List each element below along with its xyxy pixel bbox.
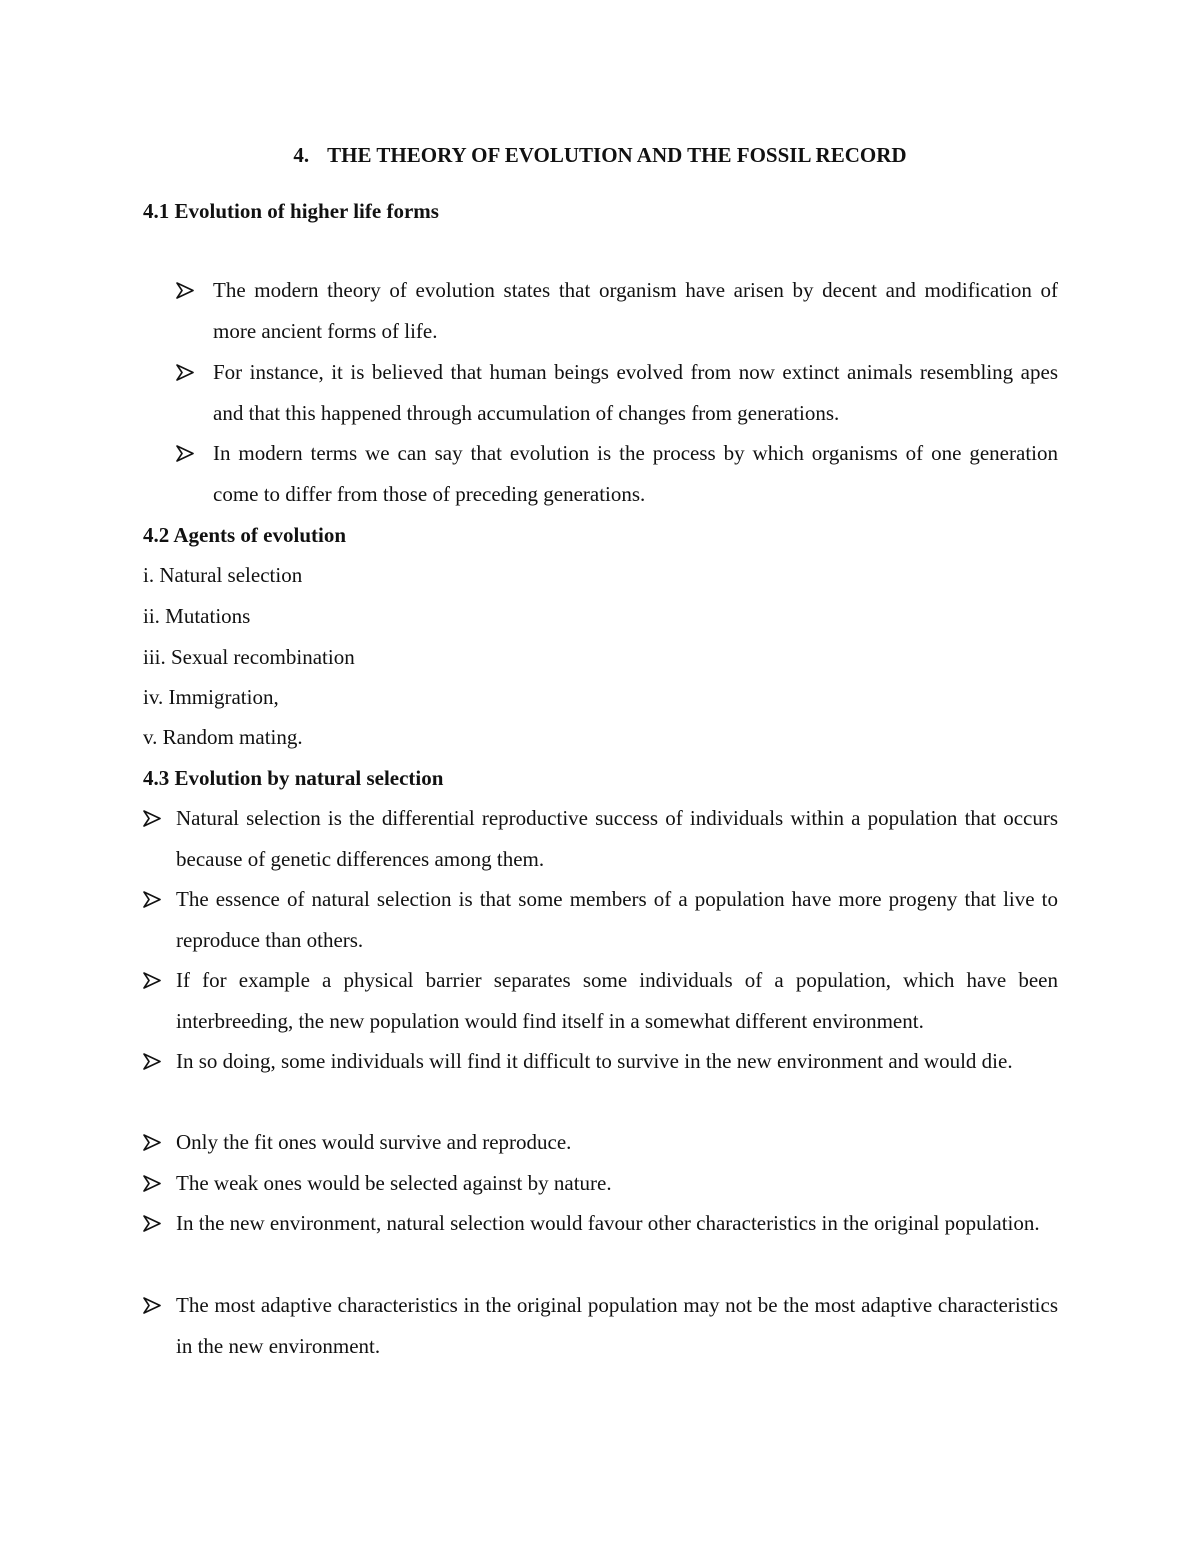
arrow-bullet-icon — [143, 879, 164, 920]
arrow-bullet-icon — [143, 1163, 164, 1204]
section-heading-4-1: 4.1 Evolution of higher life forms — [143, 199, 439, 223]
agent-item: iii. Sexual recombination — [143, 645, 355, 669]
arrow-bullet-icon — [143, 1041, 164, 1082]
arrow-bullet-icon — [143, 798, 164, 839]
bullet-text: For instance, it is believed that human beings evolved from now extinct animals resembling apes and that this happened through accumulation of changes from generations. — [213, 360, 1058, 425]
arrow-bullet-icon — [176, 270, 197, 311]
arrow-bullet-icon — [176, 352, 197, 393]
arrow-bullet-icon — [143, 1203, 164, 1244]
arrow-bullet-icon — [176, 433, 197, 474]
list-item — [176, 433, 1058, 515]
list-item — [143, 1163, 1058, 1204]
list-item — [143, 798, 1058, 880]
section-heading-4-2: 4.2 Agents of evolution — [143, 523, 347, 547]
bullet-text: In the new environment, natural selection would favour other characteristics in the original population. — [176, 1211, 1040, 1235]
bullet-text: The weak ones would be selected against by nature. — [176, 1171, 612, 1195]
list-item — [143, 879, 1058, 961]
bullet-text: The essence of natural selection is that some members of a population have more progeny that live to reproduce than others. — [176, 887, 1058, 952]
arrow-bullet-icon — [143, 1122, 164, 1163]
arrow-bullet-icon — [143, 960, 164, 1001]
agent-item: iv. Immigration, — [143, 685, 279, 709]
list-item — [143, 1041, 1058, 1082]
bullet-text: In modern terms we can say that evolution is the process by which organisms of one generation come to differ from those of preceding generations. — [213, 441, 1058, 506]
list-item — [143, 1285, 1058, 1367]
list-item — [143, 960, 1058, 1042]
arrow-bullet-icon — [143, 1285, 164, 1326]
bullet-text: If for example a physical barrier separates some individuals of a population, which have been interbreeding, the new population would find itself in a somewhat different environment. — [176, 968, 1058, 1033]
bullet-text: Only the fit ones would survive and reproduce. — [176, 1130, 572, 1154]
agent-item: ii. Mutations — [143, 604, 251, 628]
chapter-title — [0, 140, 1200, 170]
bullet-text: The most adaptive characteristics in the original population may not be the most adaptive characteristics in the new environment. — [176, 1293, 1058, 1358]
bullet-text: The modern theory of evolution states that organism have arisen by decent and modification of more ancient forms of life. — [213, 278, 1058, 343]
chapter-number: 4. — [293, 143, 310, 167]
section-heading-4-3: 4.3 Evolution by natural selection — [143, 766, 444, 790]
agent-item: i. Natural selection — [143, 563, 303, 587]
list-item — [143, 1203, 1058, 1244]
list-item — [176, 270, 1058, 352]
list-item — [176, 352, 1058, 434]
bullet-text: In so doing, some individuals will find it difficult to survive in the new environment and would die. — [176, 1049, 1013, 1073]
agent-item: v. Random mating. — [143, 725, 303, 749]
chapter-title-text: THE THEORY OF EVOLUTION AND THE FOSSIL RECORD — [327, 143, 907, 167]
list-item — [143, 1122, 1058, 1163]
bullet-text: Natural selection is the differential reproductive success of individuals within a population that occurs because of genetic differences among them. — [176, 806, 1058, 871]
